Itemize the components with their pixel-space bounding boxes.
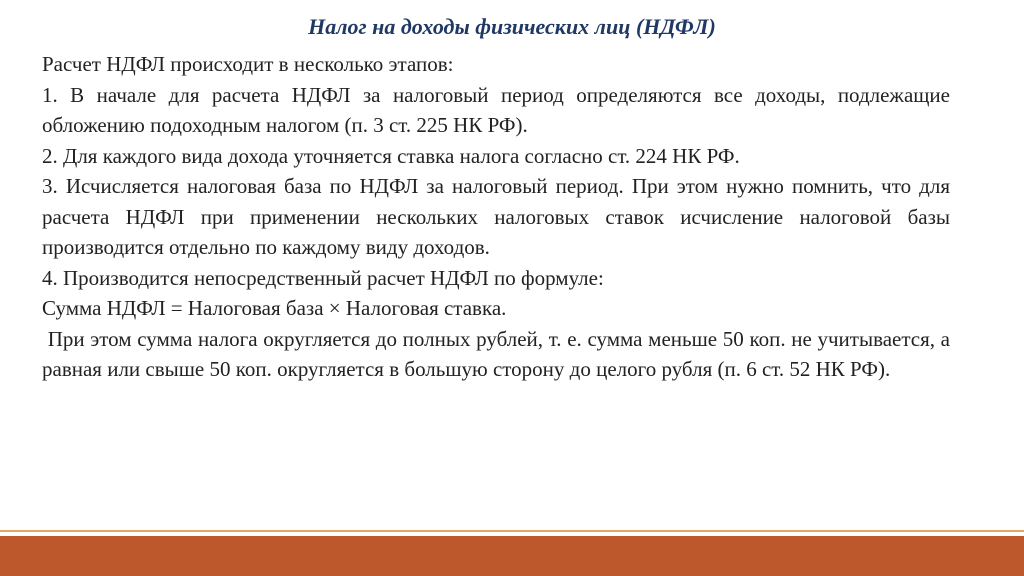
slide-body — [42, 49, 956, 385]
step-2-paragraph: 2. Для каждого вида дохода уточняется ставка налога согласно ст. 224 НК РФ. — [42, 143, 740, 168]
step-3-paragraph: 3. Исчисляется налоговая база по НДФЛ за налоговый период. При этом нужно помнить, что для расчета НДФЛ при применении нескольких налоговых ставок исчисление налоговой базы производится отдельно по каждому виду доходов. — [42, 174, 950, 259]
intro-paragraph: Расчет НДФЛ происходит в несколько этапов: — [42, 52, 454, 76]
rounding-paragraph: При этом сумма налога округляется до полных рублей, т. е. сумма меньше 50 коп. не учитывается, а равная или свыше 50 коп. округляется в большую сторону до целого рубля (п. 6 ст. 52 НК РФ). — [42, 326, 956, 381]
footer-bar — [0, 536, 1024, 576]
step-1-paragraph: 1. В начале для расчета НДФЛ за налоговый период определяются все доходы, подлежащие обложению подоходным налогом (п. 3 ст. 225 НК РФ). — [42, 82, 950, 137]
step-4-paragraph: 4. Производится непосредственный расчет НДФЛ по формуле: — [42, 265, 604, 290]
slide-title: Налог на доходы физических лиц (НДФЛ) — [308, 14, 716, 39]
footer-divider-line — [0, 530, 1024, 532]
formula-paragraph: Сумма НДФЛ = Налоговая база × Налоговая ставка. — [42, 296, 507, 320]
